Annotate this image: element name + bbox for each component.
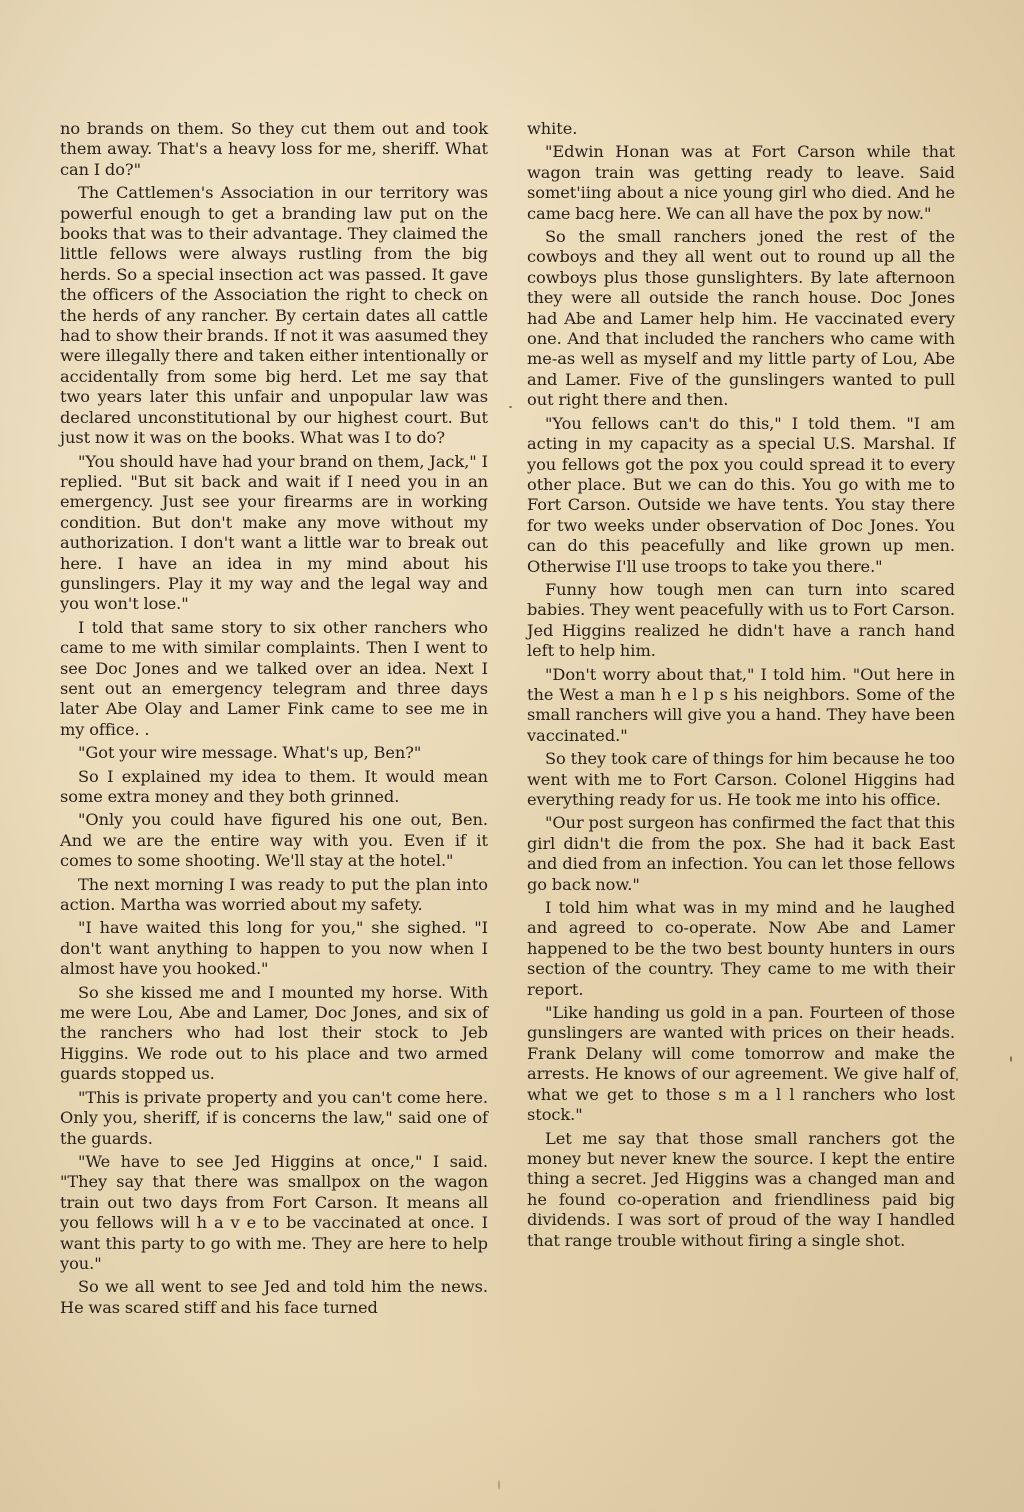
paragraph: white.: [527, 119, 578, 138]
paragraph: "You should have had your brand on them, Jack," I replied. "But sit back and wait if I need you in an emergency. Just see your firearms are in working condition. But don't make any move without my authorization. I don't want a little war to break out here. I have an idea in my mind about his gunslingers. Play it my way and the legal way and you won't lose.": [60, 451, 488, 614]
paragraph: "We have to see Jed Higgins at once," I said. "They say that there was smallpox on the wagon train out two days from Fort Carson. It means all you fellows will h a v e to be vaccinated at once. I want this party to go with me. They are here to help you.": [60, 1151, 488, 1273]
paragraph: "This is private property and you can't come here. Only you, sheriff, if is concerns the law," said one of the guards.: [60, 1087, 488, 1148]
paragraph: "You fellows can't do this," I told them. "I am acting in my capacity as a special U.S. Marshal. If you fellows got the pox you could spread it to every other place. But we can do this. You go with me to Fort Carson. Outside we have tents. You stay there for two weeks under observation of Doc Jones. You can do this peacefully and like grown up men. Otherwise I'll use troops to take you there.": [527, 413, 955, 576]
ink-speck: [509, 406, 512, 408]
paragraph: Let me say that those small ranchers got the money but never knew the source. I kept the entire thing a secret. Jed Higgins was a changed man and he found co-operation and friendliness paid big dividends. I was sort of proud of the way I handled that range trouble without firing a single shot.: [527, 1128, 955, 1250]
paragraph: The next morning I was ready to put the plan into action. Martha was worried about my safety.: [60, 874, 488, 915]
paragraph: "Our post surgeon has confirmed the fact that this girl didn't die from the pox. She had it back East and died from an infection. You can let those fellows go back now.": [527, 813, 955, 894]
paragraph: So they took care of things for him because he too went with me to Fort Carson. Colonel Higgins had everything ready for us. He took me into his office.: [527, 749, 955, 809]
paragraph: "Only you could have figured his one out, Ben. And we are the entire way with you. Even if it comes to some shooting. We'll stay at the hotel.": [60, 810, 488, 871]
paragraph: I told him what was in my mind and he laughed and agreed to co-operate. Now Abe and Lamer happened to be the two best bounty hunters in ours section of the country. They came to me with their report.: [527, 898, 955, 999]
paragraph: So the small ranchers joned the rest of the cowboys and they all went out to round up all the cowboys plus those gunslighters. By late afternoon they were all outside the ranch house. Doc Jones had Abe and Lamer help him. He vaccinated every one. And that included the ranchers who came with me-as well as myself and my little party of Lou, Abe and Lamer. Five of the gunslingers wanted to pull out right there and then.: [527, 227, 955, 410]
paragraph: "Don't worry about that," I told him. "Out here in the West a man h e l p s his neighbors. Some of the small ranchers will give you a hand. They have been vaccinated.": [527, 664, 955, 745]
paragraph: Funny how tough men can turn into scared babies. They went peacefully with us to Fort Carson. Jed Higgins realized he didn't have a ranch hand left to help him.: [527, 579, 955, 661]
left-text-column: [60, 119, 488, 1318]
paragraph: no brands on them. So they cut them out and took them away. That's a heavy loss for me, sheriff. What can I do?": [60, 119, 488, 179]
paragraph: I told that same story to six other ranchers who came to me with similar complaints. Then I went to see Doc Jones and we talked over an idea. Next I sent out an emergency telegram and three days later Abe Olay and Lamer Fink came to see me in my office. .: [60, 617, 488, 739]
paragraph: "Got your wire message. What's up, Ben?": [78, 743, 422, 763]
paragraph: So we all went to see Jed and told him the news. He was scared stiff and his face turned: [60, 1277, 488, 1317]
ink-speck: [498, 1480, 500, 1490]
paragraph: The Cattlemen's Association in our territory was powerful enough to get a branding law put on the books that was to their advantage. They claimed the little fellows were always rustling from the big herds. So a special insection act was passed. It gave the officers of the Association the right to check on the herds of any rancher. By certain dates all cattle had to show their brands. If not it was aasumed they were illegally there and taken either intentionally or accidentally from some big herd. Let me say that two years later this unfair and unpopular law was declared unconstitutional by our highest court. But just now it was on the books. What was I to do?: [60, 183, 488, 448]
paragraph: "Like handing us gold in a pan. Fourteen of those gunslingers are wanted with prices on their heads. Frank Delany will come tomorrow and make the arrests. He knows of our agreement. We give half of what we get to those s m a l l ranchers who lost stock.": [527, 1003, 955, 1125]
paragraph: So I explained my idea to them. It would mean some extra money and they both grinned.: [60, 766, 488, 806]
paragraph: "I have waited this long for you," she sighed. "I don't want anything to happen to you now when I almost have you hooked.": [60, 918, 488, 979]
ink-speck: [956, 1078, 958, 1081]
ink-speck: [1010, 1056, 1012, 1062]
paragraph: "Edwin Honan was at Fort Carson while that wagon train was getting ready to leave. Said somet'iing about a nice young girl who died. And he came bacg here. We can all have the pox by now.": [527, 142, 955, 223]
paragraph: So she kissed me and I mounted my horse. With me were Lou, Abe and Lamer, Doc Jones, and six of the ranchers who had lost their stock to Jeb Higgins. We rode out to his place and two armed guards stopped us.: [60, 982, 488, 1084]
right-text-column: [527, 119, 955, 1251]
